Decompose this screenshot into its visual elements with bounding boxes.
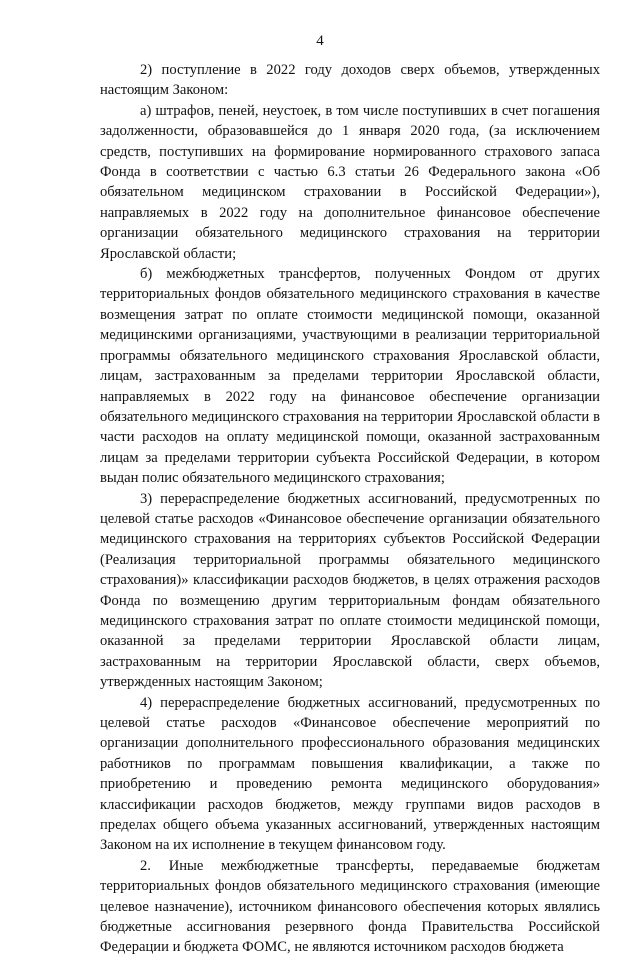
paragraph-item-4-reallocation: 4) перераспределение бюджетных ассигнований, предусмотренных по целевой статье расходов «Финансовое обеспечение мероприятий по организации дополнительного профессионального образования медицинских работников по программам повышения квалификации, а также по приобретению и проведению ремонта медицинского оборудования» классификации расходов бюджетов, между группами видов расходов в пределах общего объема указанных ассигнований, утвержденных настоящим Законом на их исполнение в текущем финансовом году. <box>100 694 600 854</box>
paragraph-subitem-b-transfers: б) межбюджетных трансфертов, полученных Фондом от других территориальных фондов обязательного медицинского страхования в качестве возмещения затрат по оплате стоимости медицинской помощи, оказанной медицинскими организациями, участвующими в реализации территориальной программы обязательного медицинского страхования Ярославской области, лицам, застрахованным за пределами территории Ярославской области, направляемых в 2022 году на финансовое обеспечение организации обязательного медицинского страхования на территории Ярославской области в части расходов на оплату медицинской помощи, оказанной застрахованным лицам за пределами территории субъекта Российской Федерации, в котором выдан полис обязательного медицинского страхования; <box>100 266 600 487</box>
document-body <box>100 60 600 958</box>
paragraph-subitem-a-fines: а) штрафов, пеней, неустоек, в том числе поступивших в счет погашения задолженности, образовавшейся до 1 января 2020 года, (за исключением средств, поступивших на формирование нормированного страхового запаса Фонда в соответствии с частью 6.3 статьи 26 Федерального закона «Об обязательном медицинском страховании в Российской Федерации»), направляемых в 2022 году на дополнительное финансовое обеспечение организации обязательного медицинского страхования на территории Ярославской области; <box>100 102 600 262</box>
page-number: 4 <box>316 33 324 49</box>
paragraph-item-3-reallocation: 3) перераспределение бюджетных ассигнований, предусмотренных по целевой статье расходов «Финансовое обеспечение организации обязательного медицинского страхования на территориях субъектов Российской Федерации (Реализация территориальной программы обязательного медицинского страхования)» классификации расходов бюджетов, в целях отражения расходов Фонда по возмещению другим территориальным фондам обязательного медицинского страхования затрат по оплате стоимости медицинской помощи, оказанной за пределами территории Ярославской области лицам, застрахованным на территории Ярославской области, сверх объемов, утвержденных настоящим Законом; <box>100 490 600 691</box>
paragraph-item-2-revenues: 2) поступление в 2022 году доходов сверх объемов, утвержденных настоящим Законом: <box>100 62 600 99</box>
paragraph-section-2-transfers: 2. Иные межбюджетные трансферты, передаваемые бюджетам территориальных фондов обязательного медицинского страхования (имеющие целевое назначение), источником финансового обеспечения которых являлись бюджетные ассигнования резервного фонда Правительства Российской Федерации и бюджета ФОМС, не являются источником расходов бюджета <box>100 857 600 956</box>
